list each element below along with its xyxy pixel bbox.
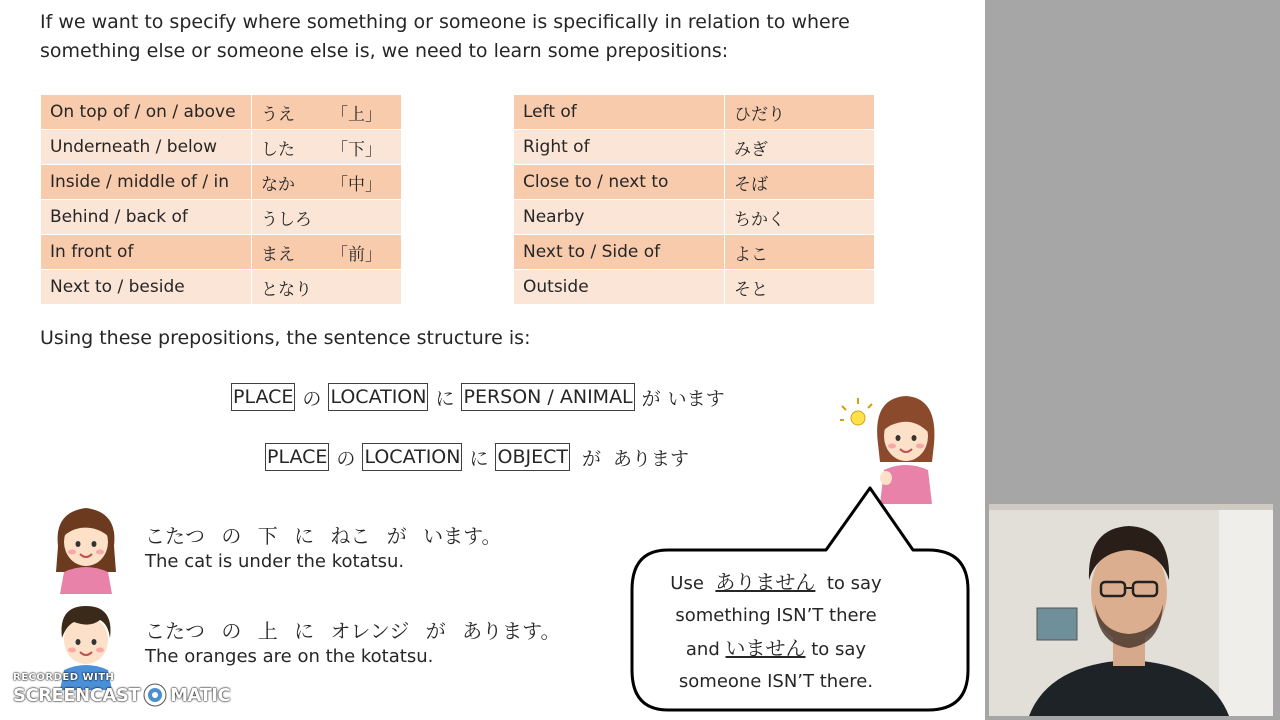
table-row [41, 95, 402, 130]
speech-bubble-text [630, 566, 922, 698]
verb: います [667, 387, 725, 410]
table-row [514, 130, 875, 165]
japanese-cell: そと [725, 270, 875, 305]
table-row [41, 165, 402, 200]
kanji: 「上」 [331, 104, 382, 125]
english-cell: Behind / back of [41, 200, 252, 235]
bubble-line-4: someone ISN’T there. [678, 671, 874, 692]
japanese-sentence: こたつ の 下 に ねこ が います。 [145, 524, 502, 548]
table-row [41, 270, 402, 305]
table-row [41, 200, 402, 235]
particle-no: の [336, 447, 356, 470]
kana: うえ [261, 104, 295, 125]
table-row [41, 130, 402, 165]
intro-text [40, 8, 960, 66]
example-sentence-1 [145, 520, 502, 572]
japanese-cell [252, 95, 402, 130]
subject-box: PERSON / ANIMAL [461, 383, 634, 411]
english-cell: On top of / on / above [41, 95, 252, 130]
particle-no: の [302, 387, 322, 410]
subject-box: OBJECT [495, 443, 569, 471]
watermark-top: RECORDED WITH [13, 672, 115, 683]
japanese-cell [252, 270, 402, 305]
japanese-cell: みぎ [725, 130, 875, 165]
table-row [514, 200, 875, 235]
place-box: PLACE [231, 383, 295, 411]
japanese-cell: そば [725, 165, 875, 200]
kanji: 「下」 [331, 139, 382, 160]
kana: となり [261, 279, 312, 300]
sentence-formula-object [265, 443, 689, 471]
english-translation: The oranges are on the kotatsu. [145, 646, 434, 667]
verb: あります [612, 447, 689, 470]
japanese-cell [252, 165, 402, 200]
japanese-cell: よこ [725, 235, 875, 270]
intro-line-1: If we want to specify where something or someone is specifically in relation to where [40, 11, 850, 33]
english-cell: Left of [514, 95, 725, 130]
location-box: LOCATION [328, 383, 428, 411]
screencast-watermark [13, 672, 230, 707]
japanese-cell [252, 200, 402, 235]
english-cell: Inside / middle of / in [41, 165, 252, 200]
english-cell: Right of [514, 130, 725, 165]
structure-intro: Using these prepositions, the sentence structure is: [40, 327, 531, 349]
prepositions-table-left [40, 94, 402, 305]
bubble-line-3: and いません to say [685, 636, 867, 660]
particle-ga: が [581, 447, 601, 470]
table-row [514, 270, 875, 305]
arimasen-word: ありません [715, 570, 816, 594]
watermark-bottom: SCREENCAST MATIC [13, 684, 231, 706]
particle-ni: に [435, 387, 455, 410]
girl-icon [50, 502, 122, 594]
example-sentence-2 [145, 615, 561, 667]
kana: まえ [261, 244, 295, 265]
english-cell: Outside [514, 270, 725, 305]
particle-ga: が [641, 387, 661, 410]
kana: うしろ [261, 209, 312, 230]
english-cell: Nearby [514, 200, 725, 235]
imasen-word: いません [725, 636, 806, 660]
japanese-cell: ひだり [725, 95, 875, 130]
webcam-feed [989, 504, 1273, 716]
english-translation: The cat is under the kotatsu. [145, 551, 405, 572]
kana: した [261, 139, 295, 160]
bubble-line-1: Use ありません to say [670, 570, 882, 594]
table-row [514, 235, 875, 270]
kana: なか [261, 174, 295, 195]
intro-line-2: something else or someone else is, we need to learn some prepositions: [40, 40, 729, 62]
english-cell: In front of [41, 235, 252, 270]
japanese-cell [252, 235, 402, 270]
english-cell: Underneath / below [41, 130, 252, 165]
location-box: LOCATION [362, 443, 462, 471]
sentence-formula-person [231, 383, 725, 411]
place-box: PLACE [265, 443, 329, 471]
kanji: 「前」 [331, 244, 382, 265]
kanji: 「中」 [331, 174, 382, 195]
bubble-line-2: something ISN’T there [675, 605, 877, 626]
table-row [41, 235, 402, 270]
english-cell: Next to / Side of [514, 235, 725, 270]
japanese-cell: ちかく [725, 200, 875, 235]
japanese-cell [252, 130, 402, 165]
japanese-sentence: こたつ の 上 に オレンジ が あります。 [145, 619, 561, 643]
light-bulb-icon [840, 398, 872, 425]
table-row [514, 165, 875, 200]
english-cell: Next to / beside [41, 270, 252, 305]
particle-ni: に [469, 447, 489, 470]
screencast-logo-icon [143, 683, 167, 707]
table-row [514, 95, 875, 130]
prepositions-table-right [513, 94, 875, 305]
english-cell: Close to / next to [514, 165, 725, 200]
